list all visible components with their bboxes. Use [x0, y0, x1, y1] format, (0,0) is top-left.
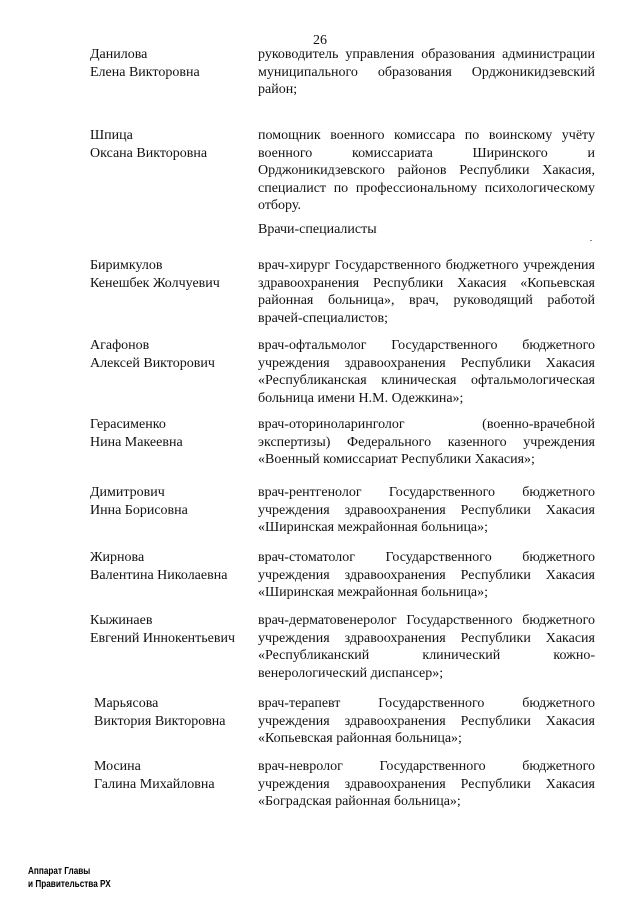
surname: Жирнова: [90, 550, 145, 565]
person-name: [90, 549, 255, 584]
person-name: [90, 484, 255, 519]
description-line: здравоохранения Республики Хакасия «Копьевская: [258, 275, 595, 291]
surname: Кыжинаев: [90, 613, 153, 628]
description-line: венерологический диспансер»;: [258, 665, 444, 681]
position-description: [258, 416, 595, 469]
footer-line-2: и Правительства РХ: [28, 879, 111, 890]
description-line: врач-хирург Государственного бюджетного учреждения: [258, 258, 595, 273]
person-name: [90, 257, 255, 292]
description-line: отбору.: [258, 198, 301, 213]
position-description: [258, 337, 595, 407]
description-line: врач-рентгенолог Государственного бюджетного: [258, 485, 595, 500]
description-line: врач-дерматовенеролог Государственного бюджетного: [258, 613, 595, 628]
position-description: [258, 46, 595, 99]
description-line: учреждения здравоохранения Республики Хакасия: [258, 567, 595, 583]
section-heading-specialists: Врачи-специалисты: [258, 222, 377, 237]
description-line: «Боградская районная больница»;: [258, 794, 461, 809]
description-line: муниципального образования Орджоникидзевский: [258, 64, 595, 80]
surname: Димитрович: [90, 485, 165, 500]
position-description: [258, 758, 595, 811]
description-line: больница имени Н.М. Одежкина»;: [258, 390, 464, 406]
description-line: «Республиканский клинический кожно-: [258, 648, 595, 663]
person-name: [94, 695, 259, 730]
footer-stamp: [28, 865, 111, 891]
person-name: [90, 46, 255, 81]
given-names: Евгений Иннокентьевич: [90, 630, 236, 646]
description-line: «Ширинская межрайонная больница»;: [258, 520, 489, 535]
description-line: врач-оториноларинголог (военно-врачебной: [258, 417, 595, 432]
given-names: Нина Макеевна: [90, 434, 183, 450]
description-line: учреждения здравоохранения Республики Хакасия: [258, 713, 595, 729]
description-line: Орджоникидзевского районов Республики Хакасия,: [258, 163, 595, 178]
description-line: врач-терапевт Государственного бюджетного: [258, 696, 595, 711]
description-line: учреждения здравоохранения Республики Хакасия: [258, 776, 595, 792]
description-line: «Ширинская межрайонная больница»;: [258, 585, 489, 600]
person-name: [90, 416, 255, 451]
description-line: специалист по профессиональному психологическому: [258, 180, 595, 196]
description-line: учреждения здравоохранения Республики Хакасия: [258, 355, 595, 371]
given-names: Алексей Викторович: [90, 355, 215, 371]
given-names: Елена Викторовна: [90, 64, 200, 80]
footer-line-1: Аппарат Главы: [28, 866, 91, 877]
position-description: [258, 484, 595, 537]
description-line: «Республиканская клиническая офтальмологическая: [258, 373, 595, 388]
description-line: «Военный комиссариат Республики Хакасия»;: [258, 452, 535, 467]
given-names: Виктория Викторовна: [94, 713, 226, 729]
position-description: [258, 257, 595, 327]
person-name: [94, 758, 259, 793]
position-description: [258, 612, 595, 682]
description-line: врачей-специалистов;: [258, 310, 389, 326]
description-line: экспертизы) Федерального казенного учреждения: [258, 434, 595, 450]
page-number: 26: [313, 33, 327, 48]
surname: Марьясова: [94, 696, 159, 711]
description-line: врач-офтальмолог Государственного бюджетного: [258, 338, 595, 353]
surname: Мосина: [94, 759, 141, 774]
scan-speck: [590, 240, 592, 241]
person-name: [90, 337, 255, 372]
given-names: Валентина Николаевна: [90, 567, 228, 583]
description-line: район;: [258, 82, 298, 97]
surname: Данилова: [90, 47, 148, 62]
description-line: учреждения здравоохранения Республики Хакасия: [258, 502, 595, 518]
description-line: «Копьевская районная больница»;: [258, 731, 462, 746]
description-line: районная больница», врач, руководящий работой: [258, 293, 595, 308]
position-description: [258, 549, 595, 602]
given-names: Галина Михайловна: [94, 776, 215, 792]
description-line: учреждения здравоохранения Республики Хакасия: [258, 630, 595, 646]
surname: Агафонов: [90, 338, 150, 353]
position-description: [258, 695, 595, 748]
surname: Биримкулов: [90, 258, 163, 273]
description-line: руководитель управления образования администрации: [258, 47, 595, 62]
given-names: Оксана Викторовна: [90, 145, 208, 161]
description-line: врач-стоматолог Государственного бюджетного: [258, 550, 595, 565]
description-line: военного комиссариата Ширинского и: [258, 145, 595, 161]
surname: Шпица: [90, 128, 133, 143]
given-names: Кенешбек Жолчуевич: [90, 275, 220, 291]
surname: Герасименко: [90, 417, 166, 432]
position-description: [258, 127, 595, 215]
person-name: [90, 612, 255, 647]
description-line: помощник военного комиссара по воинскому учёту: [258, 128, 595, 143]
person-name: [90, 127, 255, 162]
given-names: Инна Борисовна: [90, 502, 188, 518]
description-line: врач-невролог Государственного бюджетного: [258, 759, 595, 774]
